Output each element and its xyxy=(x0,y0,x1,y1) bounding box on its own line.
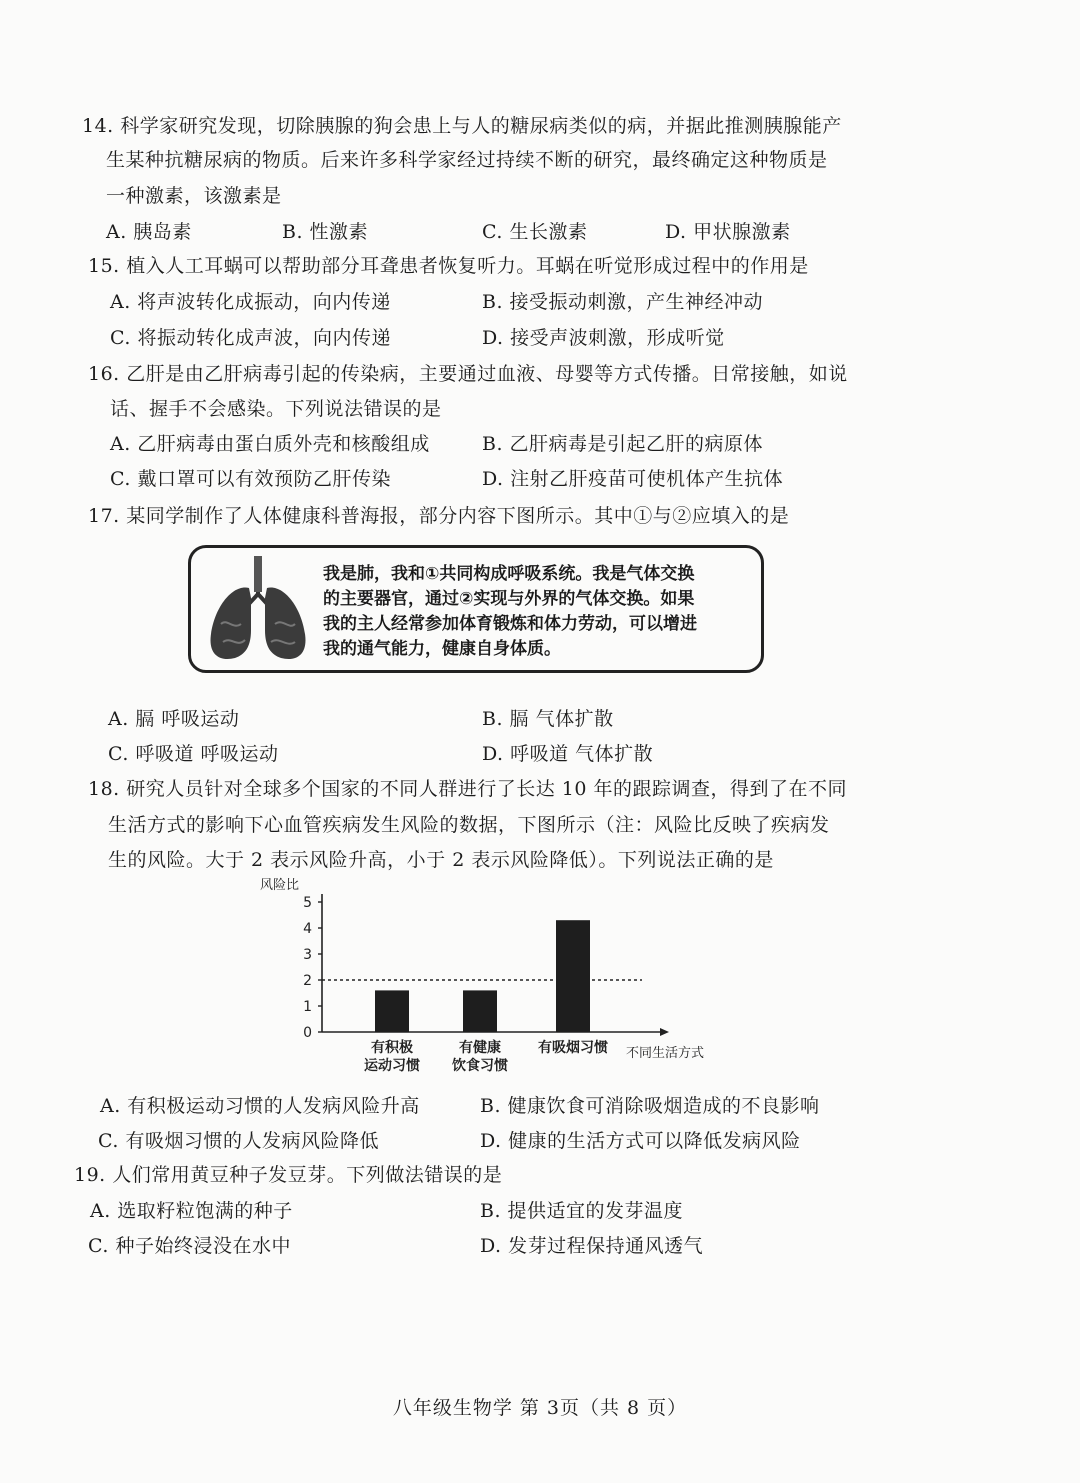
category-label-1: 有积极 xyxy=(371,1040,413,1056)
poster-text xyxy=(323,562,763,662)
q17-option-b[interactable]: B. 膈 气体扩散 xyxy=(482,708,614,730)
q17-option-d[interactable]: D. 呼吸道 气体扩散 xyxy=(482,743,654,765)
category-label-2: 有健康 xyxy=(459,1040,501,1056)
poster-line-1: 我是肺，我和①共同构成呼吸系统。我是气体交换 xyxy=(323,564,695,584)
q17-line-1: 17. 某同学制作了人体健康科普海报，部分内容下图所示。其中①与②应填入的是 xyxy=(88,505,790,527)
q14-line-2: 生某种抗糖尿病的物质。后来许多科学家经过持续不断的研究，最终确定这种物质是 xyxy=(106,149,828,171)
q19-option-b[interactable]: B. 提供适宜的发芽温度 xyxy=(480,1200,684,1222)
q15-option-d[interactable]: D. 接受声波刺激，形成听觉 xyxy=(482,327,725,349)
y-tick-label: 1 xyxy=(303,999,312,1015)
y-tick-label: 2 xyxy=(303,973,312,989)
y-tick-label: 5 xyxy=(303,895,312,911)
lungs-icon xyxy=(203,554,313,666)
q15-line-1: 15. 植入人工耳蜗可以帮助部分耳聋患者恢复听力。耳蜗在听觉形成过程中的作用是 xyxy=(88,255,809,277)
q14-option-c[interactable]: C. 生长激素 xyxy=(482,221,588,243)
q18-line-2: 生活方式的影响下心血管疾病发生风险的数据，下图所示（注：风险比反映了疾病发 xyxy=(108,814,830,836)
page-footer: 八年级生物学 第 3页（共 8 页） xyxy=(392,1397,688,1419)
bar-1 xyxy=(375,990,409,1032)
poster-line-3: 我的主人经常参加体育锻炼和体力劳动，可以增进 xyxy=(323,614,697,634)
q16-line-2: 话、握手不会感染。下列说法错误的是 xyxy=(110,398,442,420)
q14-option-b[interactable]: B. 性激素 xyxy=(282,221,369,243)
q19-option-d[interactable]: D. 发芽过程保持通风透气 xyxy=(480,1235,704,1257)
category-label-2: 饮食习惯 xyxy=(452,1058,508,1074)
q18-line-1: 18. 研究人员针对全球多个国家的不同人群进行了长达 10 年的跟踪调查，得到了在不同 xyxy=(88,778,848,800)
q19-line-1: 19. 人们常用黄豆种子发豆芽。下列做法错误的是 xyxy=(74,1164,503,1186)
poster-line-2: 的主要器官，通过②实现与外界的气体交换。如果 xyxy=(323,589,695,609)
y-axis-label: 风险比 xyxy=(260,878,300,893)
q14-line-3: 一种激素，该激素是 xyxy=(106,185,282,207)
q15-option-b[interactable]: B. 接受振动刺激，产生神经冲动 xyxy=(482,291,764,313)
q19-option-c[interactable]: C. 种子始终浸没在水中 xyxy=(88,1235,291,1257)
bar-3 xyxy=(556,920,590,1032)
health-poster xyxy=(188,545,764,673)
y-tick-label: 4 xyxy=(303,921,312,937)
q19-option-a[interactable]: A. 选取籽粒饱满的种子 xyxy=(90,1200,293,1222)
q16-line-1: 16. 乙肝是由乙肝病毒引起的传染病，主要通过血液、母婴等方式传播。日常接触，如说 xyxy=(88,363,848,385)
category-label-1: 运动习惯 xyxy=(364,1058,420,1074)
y-tick-label: 3 xyxy=(303,947,312,963)
q17-option-c[interactable]: C. 呼吸道 呼吸运动 xyxy=(108,743,279,765)
q18-option-d[interactable]: D. 健康的生活方式可以降低发病风险 xyxy=(480,1130,801,1152)
q17-option-a[interactable]: A. 膈 呼吸运动 xyxy=(108,708,240,730)
q16-option-a[interactable]: A. 乙肝病毒由蛋白质外壳和核酸组成 xyxy=(110,433,430,455)
q18-option-a[interactable]: A. 有积极运动习惯的人发病风险升高 xyxy=(100,1095,420,1117)
category-label-3: 有吸烟习惯 xyxy=(538,1040,608,1056)
q18-option-b[interactable]: B. 健康饮食可消除吸烟造成的不良影响 xyxy=(480,1095,820,1117)
q16-option-d[interactable]: D. 注射乙肝疫苗可使机体产生抗体 xyxy=(482,468,784,490)
q18-line-3: 生的风险。大于 2 表示风险升高，小于 2 表示风险降低）。下列说法正确的是 xyxy=(108,849,774,871)
q16-option-b[interactable]: B. 乙肝病毒是引起乙肝的病原体 xyxy=(482,433,764,455)
q18-option-c[interactable]: C. 有吸烟习惯的人发病风险降低 xyxy=(98,1130,379,1152)
q16-option-c[interactable]: C. 戴口罩可以有效预防乙肝传染 xyxy=(110,468,391,490)
bar-2 xyxy=(463,990,497,1032)
q14-line-1: 14. 科学家研究发现，切除胰腺的狗会患上与人的糖尿病类似的病，并据此推测胰腺能产 xyxy=(82,115,842,137)
q15-option-c[interactable]: C. 将振动转化成声波，向内传递 xyxy=(110,327,391,349)
q15-option-a[interactable]: A. 将声波转化成振动，向内传递 xyxy=(110,291,391,313)
q14-option-a[interactable]: A. 胰岛素 xyxy=(106,221,192,243)
poster-line-4: 我的通气能力，健康自身体质。 xyxy=(323,639,561,659)
risk-ratio-chart xyxy=(250,872,730,1082)
x-axis-label: 不同生活方式 xyxy=(626,1046,705,1061)
q14-option-d[interactable]: D. 甲状腺激素 xyxy=(665,221,791,243)
x-axis-arrow-icon xyxy=(660,1028,669,1036)
y-tick-label: 0 xyxy=(303,1025,312,1041)
